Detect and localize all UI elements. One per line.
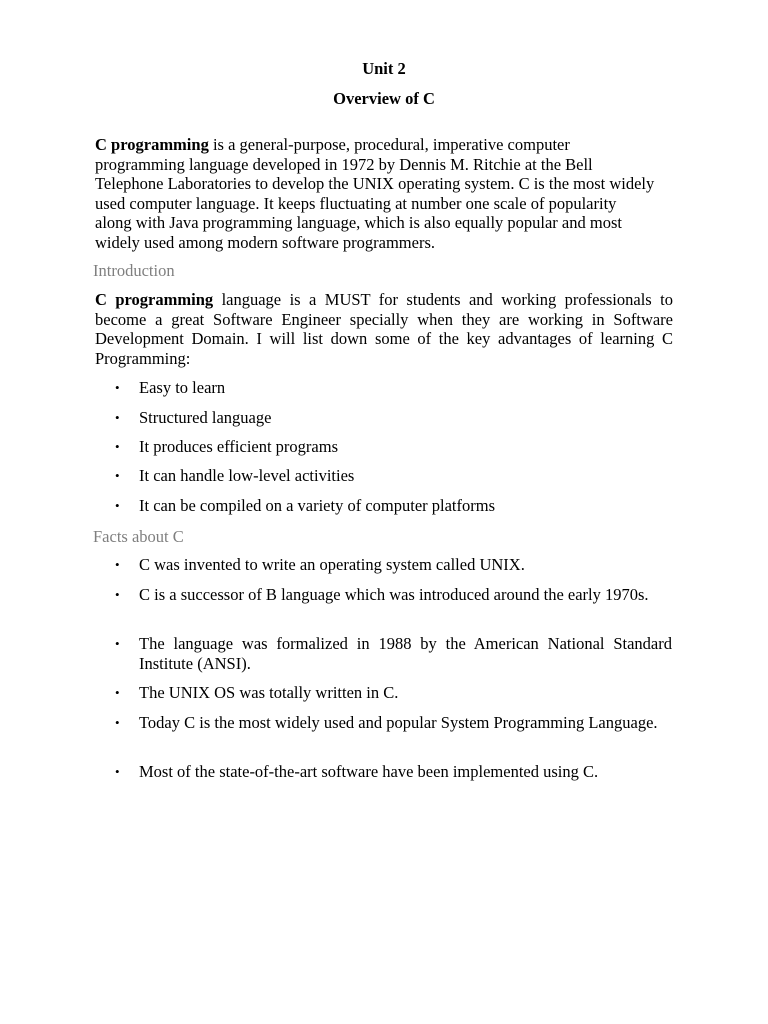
bullet-icon: • <box>115 498 120 513</box>
introduction-paragraph <box>95 290 673 368</box>
fact-text: C was invented to write an operating system called UNIX. <box>139 555 525 574</box>
introduction-bold-lead: C programming <box>95 290 214 309</box>
advantage-text: It produces efficient programs <box>139 437 338 456</box>
advantage-text: Easy to learn <box>139 378 226 397</box>
intro-paragraph-text: is a general-purpose, procedural, imperative computer programming language developed in 1972 by Dennis M. Ritchie at the Bell Telephone Laboratories to develop the UNIX operating system. C is the most widely used computer language. It keeps fluctuating at number one scale of popularity along with Java programming language, which is also equally popular and most widely used among modern software programmers. <box>95 135 655 252</box>
introduction-heading: Introduction <box>93 261 175 280</box>
bullet-icon: • <box>115 468 120 483</box>
intro-paragraph <box>95 135 655 253</box>
bullet-icon: • <box>115 715 120 730</box>
bullet-icon: • <box>115 557 120 572</box>
bullet-icon: • <box>115 439 120 454</box>
bullet-icon: • <box>115 636 120 651</box>
page-title: Overview of C <box>333 89 435 108</box>
fact-text: C is a successor of B language which was introduced around the early 1970s. <box>139 585 649 604</box>
fact-text: Most of the state-of-the-art software have been implemented using C. <box>139 762 599 781</box>
advantage-text: It can be compiled on a variety of computer platforms <box>139 496 495 515</box>
bullet-icon: • <box>115 380 120 395</box>
bullet-icon: • <box>115 587 120 602</box>
unit-title: Unit 2 <box>362 59 406 78</box>
fact-text: Today C is the most widely used and popular System Programming Language. <box>139 713 658 732</box>
introduction-paragraph-text: language is a MUST for students and working professionals to become a great Software Engineer specially when they are working in Software Development Domain. I will list down some of the key advantages of learning C Programming: <box>95 290 673 368</box>
advantage-text: It can handle low-level activities <box>139 466 355 485</box>
fact-text: The language was formalized in 1988 by the American National Standard Institute (ANSI). <box>139 634 672 673</box>
bullet-icon: • <box>115 764 120 779</box>
bullet-icon: • <box>115 685 120 700</box>
bullet-icon: • <box>115 410 120 425</box>
fact-text: The UNIX OS was totally written in C. <box>139 683 399 702</box>
facts-heading: Facts about C <box>93 527 184 546</box>
advantage-text: Structured language <box>139 408 272 427</box>
intro-bold-lead: C programming <box>95 135 209 154</box>
